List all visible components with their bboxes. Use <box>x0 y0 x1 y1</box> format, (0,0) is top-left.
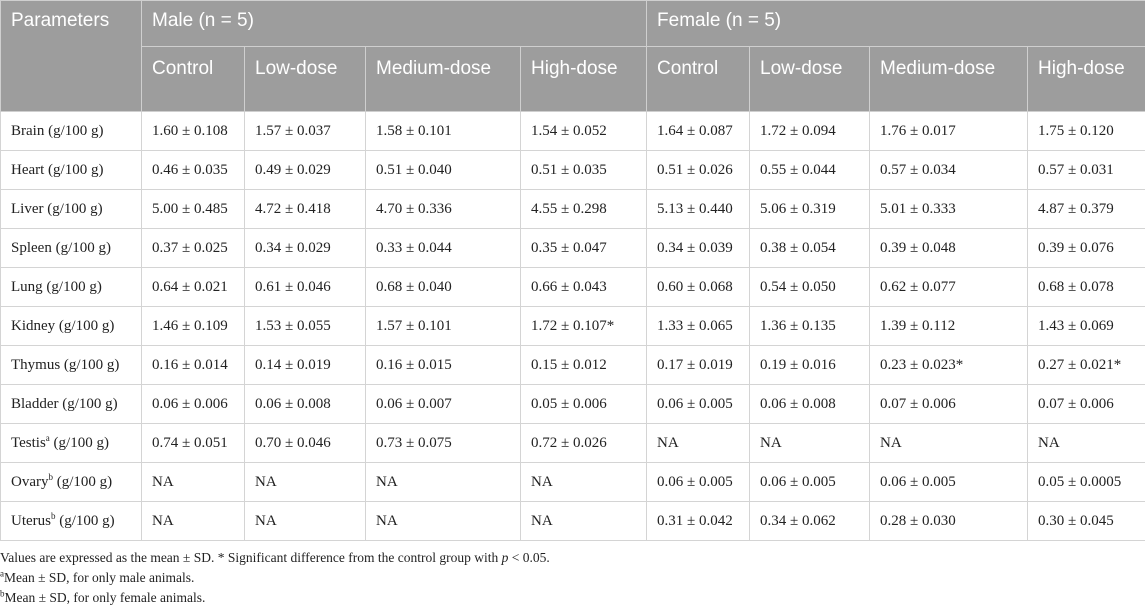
table-cell: 0.06 ± 0.005 <box>647 385 750 424</box>
row-label <box>1 229 142 268</box>
table-cell: NA <box>521 463 647 502</box>
table-row <box>1 268 1145 307</box>
header-dose: High-dose <box>1028 47 1145 112</box>
table-cell: 0.14 ± 0.019 <box>245 346 366 385</box>
table-cell: 1.72 ± 0.094 <box>750 112 870 151</box>
table-cell: 0.49 ± 0.029 <box>245 151 366 190</box>
table-cell: 0.05 ± 0.006 <box>521 385 647 424</box>
table-row <box>1 112 1145 151</box>
footnote-text: Values are expressed as the mean ± SD. * Significant difference from the control group with <box>0 550 502 565</box>
table-cell: 0.64 ± 0.021 <box>142 268 245 307</box>
footnote-b <box>0 588 1145 608</box>
table-cell: 0.66 ± 0.043 <box>521 268 647 307</box>
table-cell: NA <box>366 463 521 502</box>
footnote-text: Mean ± SD, for only female animals. <box>4 590 206 605</box>
header-dose: High-dose <box>521 47 647 112</box>
table-cell: 0.34 ± 0.039 <box>647 229 750 268</box>
table-cell: 0.23 ± 0.023* <box>870 346 1028 385</box>
row-label <box>1 151 142 190</box>
table-cell: 0.31 ± 0.042 <box>647 502 750 541</box>
table-cell: NA <box>245 463 366 502</box>
row-label <box>1 307 142 346</box>
table-cell: 0.33 ± 0.044 <box>366 229 521 268</box>
table-row <box>1 463 1145 502</box>
table-cell: 0.51 ± 0.035 <box>521 151 647 190</box>
p-symbol: p <box>501 550 509 565</box>
table-cell: 0.06 ± 0.005 <box>647 463 750 502</box>
table-cell: 0.68 ± 0.078 <box>1028 268 1145 307</box>
table-cell: 0.73 ± 0.075 <box>366 424 521 463</box>
header-row-groups <box>1 1 1145 47</box>
table-cell: 1.57 ± 0.037 <box>245 112 366 151</box>
table-row <box>1 151 1145 190</box>
footnote-marker: a <box>0 568 4 579</box>
row-label-text: Brain (g/100 g) <box>11 122 104 139</box>
table-row <box>1 190 1145 229</box>
table-cell: 0.16 ± 0.014 <box>142 346 245 385</box>
row-label-unit: (g/100 g) <box>55 512 115 529</box>
table-cell: 0.07 ± 0.006 <box>1028 385 1145 424</box>
table-cell: 0.72 ± 0.026 <box>521 424 647 463</box>
table-cell: 0.55 ± 0.044 <box>750 151 870 190</box>
table-cell: 0.39 ± 0.076 <box>1028 229 1145 268</box>
table-cell: 0.54 ± 0.050 <box>750 268 870 307</box>
row-label-text: Heart (g/100 g) <box>11 161 104 178</box>
table-cell: 1.75 ± 0.120 <box>1028 112 1145 151</box>
table-footnotes <box>0 548 1145 608</box>
row-label <box>1 463 142 502</box>
footnote-marker: b <box>0 588 5 599</box>
table-cell: NA <box>366 502 521 541</box>
table-cell: 0.46 ± 0.035 <box>142 151 245 190</box>
footnote-significance <box>0 548 1145 568</box>
row-label <box>1 346 142 385</box>
table-cell: 0.38 ± 0.054 <box>750 229 870 268</box>
table-row <box>1 346 1145 385</box>
table-cell: 0.57 ± 0.031 <box>1028 151 1145 190</box>
table-cell: 0.51 ± 0.026 <box>647 151 750 190</box>
row-label-text: Kidney (g/100 g) <box>11 317 115 334</box>
table-cell: 0.70 ± 0.046 <box>245 424 366 463</box>
table-cell: 1.53 ± 0.055 <box>245 307 366 346</box>
table-cell: 0.74 ± 0.051 <box>142 424 245 463</box>
table-cell: NA <box>1028 424 1145 463</box>
table-cell: 1.76 ± 0.017 <box>870 112 1028 151</box>
table-cell: 0.07 ± 0.006 <box>870 385 1028 424</box>
table-cell: 0.51 ± 0.040 <box>366 151 521 190</box>
table-cell: 1.46 ± 0.109 <box>142 307 245 346</box>
table-cell: 0.34 ± 0.029 <box>245 229 366 268</box>
table-cell: 1.39 ± 0.112 <box>870 307 1028 346</box>
table-cell: 0.15 ± 0.012 <box>521 346 647 385</box>
table-cell: 5.06 ± 0.319 <box>750 190 870 229</box>
header-dose: Medium-dose <box>870 47 1028 112</box>
table-cell: 1.33 ± 0.065 <box>647 307 750 346</box>
row-label-text: Uterus <box>11 512 51 529</box>
footnote-marker: b <box>48 471 53 482</box>
header-dose: Low-dose <box>750 47 870 112</box>
table-cell: 4.70 ± 0.336 <box>366 190 521 229</box>
row-label-text: Testis <box>11 434 46 451</box>
table-cell: 1.72 ± 0.107* <box>521 307 647 346</box>
table-body <box>1 112 1145 541</box>
table-cell: 1.64 ± 0.087 <box>647 112 750 151</box>
table-cell: 0.05 ± 0.0005 <box>1028 463 1145 502</box>
table-cell: 0.68 ± 0.040 <box>366 268 521 307</box>
table-cell: 5.01 ± 0.333 <box>870 190 1028 229</box>
table-cell: 0.27 ± 0.021* <box>1028 346 1145 385</box>
table-cell: 1.58 ± 0.101 <box>366 112 521 151</box>
table-cell: 0.39 ± 0.048 <box>870 229 1028 268</box>
footnote-text: Mean ± SD, for only male animals. <box>4 570 195 585</box>
row-label-text: Lung (g/100 g) <box>11 278 102 295</box>
header-male-group: Male (n = 5) <box>142 1 647 47</box>
row-label <box>1 385 142 424</box>
table-cell: NA <box>647 424 750 463</box>
row-label-text: Ovary <box>11 473 49 490</box>
table-cell: 0.30 ± 0.045 <box>1028 502 1145 541</box>
table-cell: NA <box>142 502 245 541</box>
table-cell: 1.43 ± 0.069 <box>1028 307 1145 346</box>
header-parameters: Parameters <box>1 1 142 112</box>
table-cell: NA <box>142 463 245 502</box>
row-label <box>1 502 142 541</box>
table-cell: 5.13 ± 0.440 <box>647 190 750 229</box>
table-cell: 0.06 ± 0.005 <box>870 463 1028 502</box>
footnote-marker: a <box>45 432 50 443</box>
table-cell: 0.06 ± 0.007 <box>366 385 521 424</box>
table-cell: 0.06 ± 0.008 <box>245 385 366 424</box>
table-cell: 1.36 ± 0.135 <box>750 307 870 346</box>
header-dose: Low-dose <box>245 47 366 112</box>
row-label <box>1 190 142 229</box>
row-label-unit: (g/100 g) <box>53 473 113 490</box>
table-cell: 1.57 ± 0.101 <box>366 307 521 346</box>
table-cell: NA <box>245 502 366 541</box>
header-row-doses <box>1 47 1145 112</box>
header-female-group: Female (n = 5) <box>647 1 1145 47</box>
table-cell: 0.60 ± 0.068 <box>647 268 750 307</box>
table-cell: 0.37 ± 0.025 <box>142 229 245 268</box>
table-cell: NA <box>750 424 870 463</box>
table-cell: 5.00 ± 0.485 <box>142 190 245 229</box>
header-dose: Medium-dose <box>366 47 521 112</box>
footnote-a <box>0 568 1145 588</box>
table-row <box>1 385 1145 424</box>
table-cell: 0.17 ± 0.019 <box>647 346 750 385</box>
table-cell: 0.61 ± 0.046 <box>245 268 366 307</box>
footnote-text: < 0.05. <box>508 550 550 565</box>
table-row <box>1 307 1145 346</box>
table-cell: 0.16 ± 0.015 <box>366 346 521 385</box>
row-label <box>1 424 142 463</box>
table-cell: 0.06 ± 0.006 <box>142 385 245 424</box>
table-cell: 0.62 ± 0.077 <box>870 268 1028 307</box>
table-cell: 1.60 ± 0.108 <box>142 112 245 151</box>
table-cell: NA <box>521 502 647 541</box>
table-row <box>1 424 1145 463</box>
table-row <box>1 502 1145 541</box>
row-label-text: Liver (g/100 g) <box>11 200 103 217</box>
table-cell: 0.28 ± 0.030 <box>870 502 1028 541</box>
row-label <box>1 268 142 307</box>
table-cell: NA <box>870 424 1028 463</box>
header-dose: Control <box>647 47 750 112</box>
row-label-text: Spleen (g/100 g) <box>11 239 111 256</box>
table-cell: 4.55 ± 0.298 <box>521 190 647 229</box>
table-cell: 4.87 ± 0.379 <box>1028 190 1145 229</box>
row-label-unit: (g/100 g) <box>49 434 109 451</box>
table-cell: 0.35 ± 0.047 <box>521 229 647 268</box>
table-row <box>1 229 1145 268</box>
table-cell: 0.06 ± 0.005 <box>750 463 870 502</box>
table-cell: 4.72 ± 0.418 <box>245 190 366 229</box>
table-cell: 0.57 ± 0.034 <box>870 151 1028 190</box>
row-label-text: Thymus (g/100 g) <box>11 356 120 373</box>
row-label-text: Bladder (g/100 g) <box>11 395 118 412</box>
table-cell: 1.54 ± 0.052 <box>521 112 647 151</box>
header-dose: Control <box>142 47 245 112</box>
table-cell: 0.34 ± 0.062 <box>750 502 870 541</box>
row-label <box>1 112 142 151</box>
table-cell: 0.19 ± 0.016 <box>750 346 870 385</box>
table-cell: 0.06 ± 0.008 <box>750 385 870 424</box>
footnote-marker: b <box>51 510 56 521</box>
